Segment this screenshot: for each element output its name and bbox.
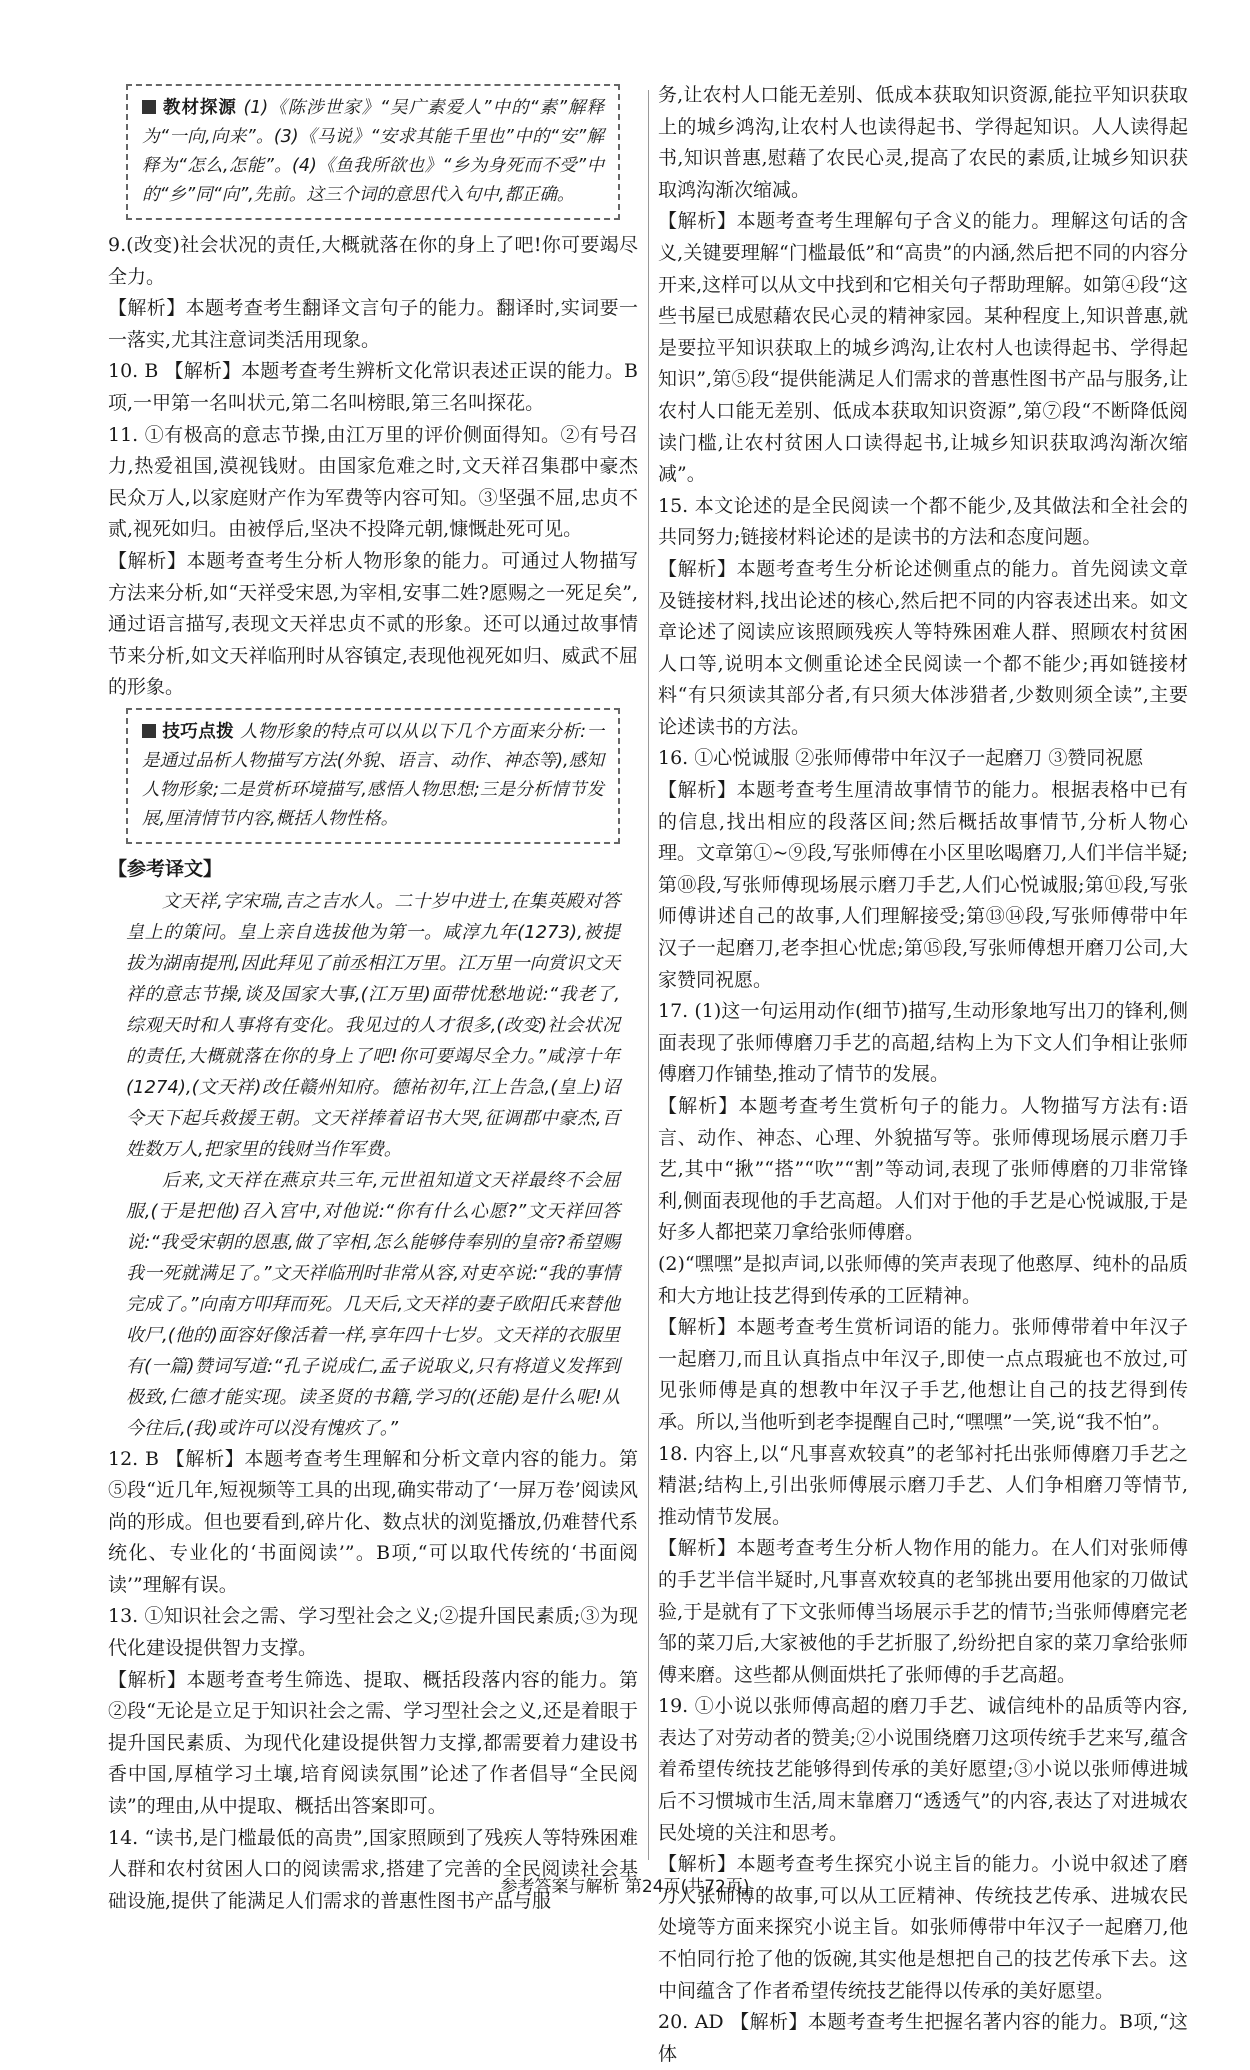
translation xyxy=(108,886,638,1444)
right-column xyxy=(658,80,1188,2070)
analysis-17-1: 【解析】本题考查考生赏析句子的能力。人物描写方法有:语言、动作、神态、心理、外貌描写等。张师傅现场展示磨刀手艺,其中“揪”“搭”“吹”“割”等动词,表现了张师傅磨的刀非常锋利,侧面表现他的手艺高超。人们对于他的手艺是心悦诚服,于是好多人都把菜刀拿给张师傅磨。 xyxy=(658,1095,1188,1244)
answer-16: 16. ①心悦诚服 ②张师傅带中年汉子一起磨刀 ③赞同祝愿 xyxy=(658,747,1144,770)
box-text: (1)《陈涉世家》“吴广素爱人”中的“素”解释为“一向,向来”。(3)《马说》“安求其能千里也”中的“安”解释为“怎么,怎能”。(4)《鱼我所欲也》“乡为身死而不受”中的“乡”同“向”,先前。这三个词的意思代入句中,都正确。 xyxy=(142,98,604,205)
answer-18: 18. 内容上,以“凡事喜欢较真”的老邹衬托出张师傅磨刀手艺之精湛;结构上,引出张师傅展示磨刀手艺、人们争相磨刀等情节,推动情节发展。 xyxy=(658,1442,1188,1528)
analysis-15: 【解析】本题考查考生分析论述侧重点的能力。首先阅读文章及链接材料,找出论述的核心,然后把不同的内容表述出来。如文章论述了阅读应该照顾残疾人等特殊困难人群、照顾农村贫困人口等,说明本文侧重论述全民阅读一个都不能少;再如链接材料“有只须读其部分者,有只须大体涉猎者,少数则须全读”,主要论述读书的方法。 xyxy=(658,557,1188,738)
answer-9: 9.(改变)社会状况的责任,大概就落在你的身上了吧!你可要竭尽全力。 xyxy=(108,234,638,288)
answer-15: 15. 本文论述的是全民阅读一个都不能少,及其做法和全社会的共同努力;链接材料论述的是读书的方法和态度问题。 xyxy=(658,494,1188,549)
answer-13: 13. ①知识社会之需、学习型社会之义;②提升国民素质;③为现代化建设提供智力支撑。 xyxy=(108,1605,638,1660)
reference-translation-title: 【参考译文】 xyxy=(108,857,223,880)
skill-tip-box xyxy=(126,708,620,844)
page-footer: 参考答案与解析 第24页(共72页) xyxy=(500,1877,750,1897)
answer-10: 10. B 【解析】本题考查考生辨析文化常识表述正误的能力。B项,一甲第一名叫状元,第二名叫榜眼,第三名叫探花。 xyxy=(108,360,638,414)
analysis-13: 【解析】本题考查考生筛选、提取、概括段落内容的能力。第②段“无论是立足于知识社会之需、学习型社会之义,还是着眼于提升国民素质、为现代化建设提供智力支撑,都需要着力建设书香中国,厚植学习土壤,培育阅读氛围”论述了作者倡导“全民阅读”的理由,从中提取、概括出答案即可。 xyxy=(108,1668,638,1818)
analysis-9: 【解析】本题考查考生翻译文言句子的能力。翻译时,实词要一一落实,尤其注意词类活用现象。 xyxy=(108,297,638,351)
answer-14-cont: 务,让农村人口能无差别、低成本获取知识资源,能拉平知识获取上的城乡鸿沟,让农村人也读得起书、学得起知识。人人读得起书,知识普惠,慰藉了农民心灵,提高了农民的素质,让城乡知识获取鸿沟渐次缩减。 xyxy=(658,84,1188,201)
box-text: 人物形象的特点可以从以下几个方面来分析:一是通过品析人物描写方法(外貌、语言、动作、神态等),感知人物形象;二是赏析环境描写,感悟人物思想;三是分析情节发展,厘清情节内容,概括人物性格。 xyxy=(142,721,604,829)
translation-para-1: 文天祥,字宋瑞,吉之吉水人。二十岁中进士,在集英殿对答皇上的策问。皇上亲自选拔他为第一。咸淳九年(1273),被提拔为湖南提刑,因此拜见了前丞相江万里。江万里一向赏识文天祥的意志节操,谈及国家大事,(江万里)面带忧愁地说:“我老了,综观天时和人事将有变化。我见过的人才很多,(改变)社会状况的责任,大概就落在你的身上了吧!你可要竭尽全力。”咸淳十年(1274),(文天祥)改任赣州知府。德祐初年,江上告急,(皇上)诏令天下起兵救援王朝。文天祥捧着诏书大哭,征调郡中豪杰,百姓数万人,把家里的钱财当作军费。 xyxy=(126,890,620,1160)
analysis-19: 【解析】本题考查考生探究小说主旨的能力。小说中叙述了磨刀人张师傅的故事,可以从工匠精神、传统技艺传承、进城农民处境等方面来探究小说主旨。如张师傅带中年汉子一起磨刀,他不怕同行抢了他的饭碗,其实他是想把自己的技艺传承下去。这中间蕴含了作者希望传统技艺能得以传承的美好愿望。 xyxy=(658,1853,1188,2002)
left-column xyxy=(108,80,638,1917)
box-title: 教材探源 xyxy=(162,98,237,118)
answer-11: 11. ①有极高的意志节操,由江万里的评价侧面得知。②有号召力,热爱祖国,漠视钱财。由国家危难之时,文天祥召集郡中豪杰民众万人,以家庭财产作为军费等内容可知。③坚强不屈,忠贞不贰,视死如归。由被俘后,坚决不投降元朝,慷慨赴死可见。 xyxy=(108,423,638,541)
analysis-16: 【解析】本题考查考生厘清故事情节的能力。根据表格中已有的信息,找出相应的段落区间;然后概括故事情节,分析人物心理。文章第①~⑨段,写张师傅在小区里吆喝磨刀,人们半信半疑;第⑩段,写张师傅现场展示磨刀手艺,人们心悦诚服;第⑪段,写张师傅讲述自己的故事,人们理解接受;第⑬⑭段,写张师傅带中年汉子一起磨刀,老李担心忧虑;第⑮段,写张师傅想开磨刀公司,大家赞同祝愿。 xyxy=(658,779,1188,991)
analysis-17-2: 【解析】本题考查考生赏析词语的能力。张师傅带着中年汉子一起磨刀,而且认真指点中年汉子,即使一点点瑕疵也不放过,可见张师傅是真的想教中年汉子手艺,他想让自己的技艺得到传承。所以,当他听到老李提醒自己时,“嘿嘿”一笑,说“我不怕”。 xyxy=(658,1316,1188,1433)
translation-para-2: 后来,文天祥在燕京共三年,元世祖知道文天祥最终不会屈服,(于是把他)召入宫中,对他说:“你有什么心愿?”文天祥回答说:“我受宋朝的恩惠,做了宰相,怎么能够侍奉别的皇帝?希望赐我一死就满足了。”文天祥临刑时非常从容,对吏卒说:“我的事情完成了。”向南方叩拜而死。几天后,文天祥的妻子欧阳氏来替他收尸,(他的)面容好像活着一样,享年四十七岁。文天祥的衣服里有(一篇)赞词写道:“孔子说成仁,孟子说取义,只有将道义发挥到极致,仁德才能实现。读圣贤的书籍,学习的(还能)是什么呢!从今往后,(我)或许可以没有愧疚了。” xyxy=(126,1169,620,1439)
answer-14: 14. “读书,是门槛最低的高贵”,国家照顾到了残疾人等特殊困难人群和农村贫困人口的阅读需求,搭建了完善的全民阅读社会基础设施,提供了能满足人们需求的普惠性图书产品与服 xyxy=(108,1826,638,1912)
box-icon xyxy=(142,724,156,738)
answer-12: 12. B 【解析】本题考查考生理解和分析文章内容的能力。第⑤段“近几年,短视频等工具的出现,确实带动了‘一屏万卷’阅读风尚的形成。但也要看到,碎片化、数点状的浏览播放,仍难替代系统化、专业化的‘书面阅读’”。B项,“可以取代传统的‘书面阅读’”理解有误。 xyxy=(108,1447,638,1596)
answer-17-2: (2)“嘿嘿”是拟声词,以张师傅的笑声表现了他憨厚、纯朴的品质和大方地让技艺得到传承的工匠精神。 xyxy=(658,1252,1188,1307)
box-icon xyxy=(142,100,156,114)
analysis-14: 【解析】本题考查考生理解句子含义的能力。理解这句话的含义,关键要理解“门槛最低”和“高贵”的内涵,然后把不同的内容分开来,这样可以从文中找到和它相关句子帮助理解。如第④段“这些书屋已成慰藉农民心灵的精神家园。某种程度上,知识普惠,就是要拉平知识获取上的城乡鸿沟,让农村人也读得起书、学得起知识”,第⑤段“提供能满足人们需求的普惠性图书产品与服务,让农村人口能无差别、低成本获取知识资源”,第⑦段“不断降低阅读门槛,让农村贫困人口读得起书,让城乡知识获取鸿沟渐次缩减”。 xyxy=(658,210,1188,486)
box-title: 技巧点拨 xyxy=(162,721,235,742)
analysis-11: 【解析】本题考查考生分析人物形象的能力。可通过人物描写方法来分析,如“天祥受宋恩,为宰相,安事二姓?愿赐之一死足矣”,通过语言描写,表现文天祥忠贞不贰的形象。还可以通过故事情节来分析,如文天祥临刑时从容镇定,表现他视死如归、威武不屈的形象。 xyxy=(108,549,638,699)
answer-20: 20. AD 【解析】本题考查考生把握名著内容的能力。B项,“这体 xyxy=(658,2011,1188,2065)
column-divider xyxy=(648,90,649,1860)
answer-17-1: 17. (1)这一句运用动作(细节)描写,生动形象地写出刀的锋利,侧面表现了张师傅磨刀手艺的高超,结构上为下文人们争相让张师傅磨刀作铺垫,推动了情节的发展。 xyxy=(658,1000,1188,1086)
analysis-18: 【解析】本题考查考生分析人物作用的能力。在人们对张师傅的手艺半信半疑时,凡事喜欢较真的老邹挑出要用他家的刀做试验,于是就有了下文张师傅当场展示手艺的情节;当张师傅磨完老邹的菜刀后,大家被他的手艺折服了,纷纷把自家的菜刀拿给张师傅来磨。这些都从侧面烘托了张师傅的手艺高超。 xyxy=(658,1537,1188,1686)
textbook-source-box xyxy=(126,84,620,220)
answer-19: 19. ①小说以张师傅高超的磨刀手艺、诚信纯朴的品质等内容,表达了对劳动者的赞美;②小说围绕磨刀这项传统手艺来写,蕴含着希望传统技艺能够得到传承的美好愿望;③小说以张师傅进城后不习惯城市生活,周末靠磨刀“透透气”的内容,表达了对进城农民处境的关注和思考。 xyxy=(658,1695,1188,1844)
